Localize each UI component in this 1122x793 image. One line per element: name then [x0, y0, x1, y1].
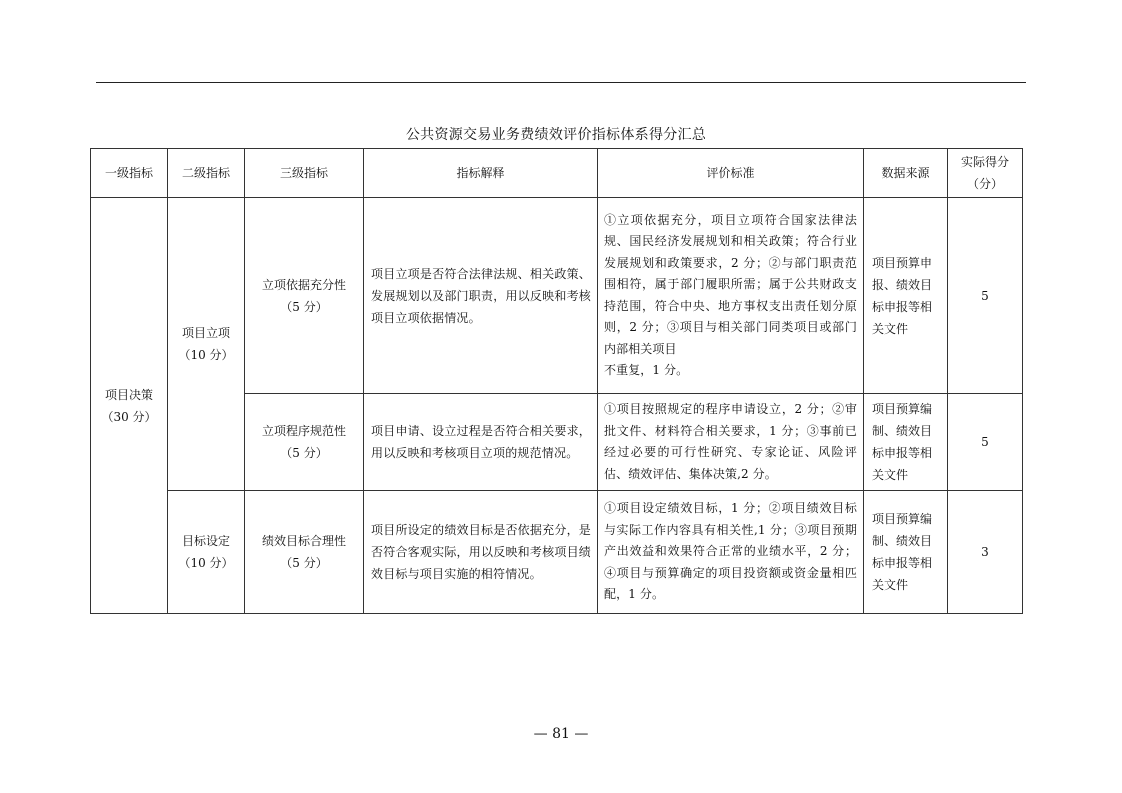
- score-cell: 5: [948, 198, 1023, 394]
- explanation-cell: 项目申请、设立过程是否符合相关要求，用以反映和考核项目立项的规范情况。: [364, 394, 598, 491]
- source-cell: 项目预算编制、绩效目标申报等相关文件: [864, 394, 948, 491]
- level3-cell: 立项依据充分性 （5 分）: [245, 198, 364, 394]
- header-criteria: 评价标准: [598, 149, 864, 198]
- criteria-cell: ①项目设定绩效目标，1 分；②项目绩效目标与实际工作内容具有相关性,1 分；③项目预期产出效益和效果符合正常的业绩水平，2 分；④项目与预算确定的项目投资额或资金量相匹配，1 分。: [598, 491, 864, 614]
- header-rule: [96, 82, 1026, 83]
- header-score: 实际得分 （分）: [948, 149, 1023, 198]
- criteria-cell: ①立项依据充分，项目立项符合国家法律法规、国民经济发展规划和相关政策；符合行业发展规划和政策要求，2 分；②与部门职责范围相符，属于部门履职所需；属于公共财政支持范围，符合中央、地方事权支出责任划分原则，2 分；③项目与相关部门同类项目或部门内部相关项目 不重复，1 分。: [598, 198, 864, 394]
- header-level1: 一级指标: [91, 149, 168, 198]
- explanation-cell: 项目所设定的绩效目标是否依据充分，是否符合客观实际，用以反映和考核项目绩效目标与项目实施的相符情况。: [364, 491, 598, 614]
- level2-cell: 目标设定 （10 分）: [168, 491, 245, 614]
- score-summary-table: [90, 148, 1023, 614]
- level3-cell: 绩效目标合理性 （5 分）: [245, 491, 364, 614]
- criteria-cell: ①项目按照规定的程序申请设立，2 分；②审批文件、材料符合相关要求，1 分；③事前已经过必要的可行性研究、专家论证、风险评估、绩效评估、集体决策,2 分。: [598, 394, 864, 491]
- table-row: [91, 491, 1023, 614]
- level3-cell: 立项程序规范性 （5 分）: [245, 394, 364, 491]
- level1-cell: 项目决策 （30 分）: [91, 198, 168, 614]
- header-level2: 二级指标: [168, 149, 245, 198]
- source-cell: 项目预算申报、绩效目标申报等相关文件: [864, 198, 948, 394]
- score-cell: 5: [948, 394, 1023, 491]
- table-header-row: [91, 149, 1023, 198]
- header-source: 数据来源: [864, 149, 948, 198]
- score-cell: 3: [948, 491, 1023, 614]
- source-cell: 项目预算编制、绩效目标申报等相关文件: [864, 491, 948, 614]
- level2-cell: 项目立项 （10 分）: [168, 198, 245, 491]
- explanation-cell: 项目立项是否符合法律法规、相关政策、发展规划以及部门职责，用以反映和考核项目立项依据情况。: [364, 198, 598, 394]
- header-level3: 三级指标: [245, 149, 364, 198]
- header-explanation: 指标解释: [364, 149, 598, 198]
- page-number: — 81 —: [533, 726, 589, 742]
- table-row: [91, 198, 1023, 394]
- table-title: 公共资源交易业务费绩效评价指标体系得分汇总: [405, 127, 707, 143]
